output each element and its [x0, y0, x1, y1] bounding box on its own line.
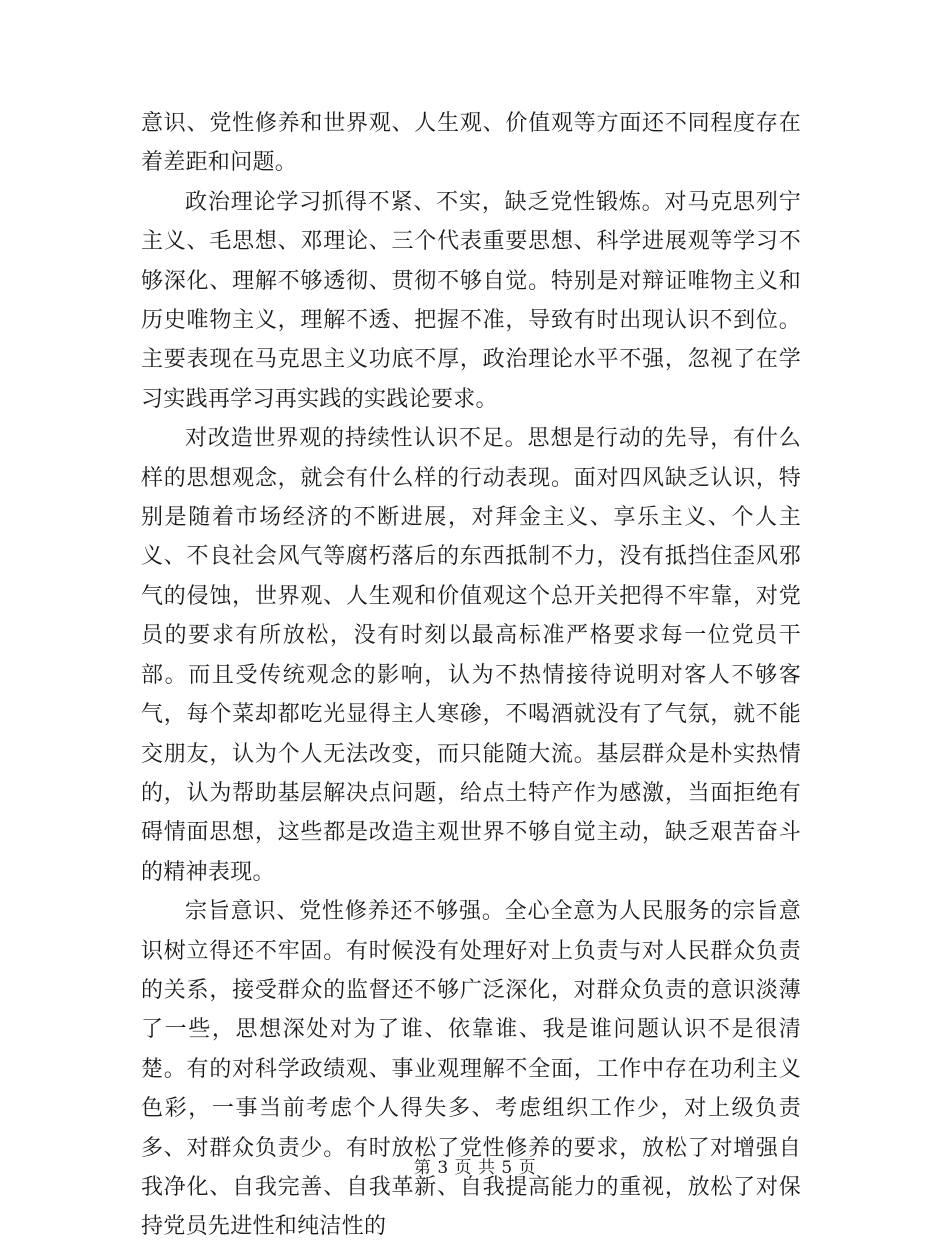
- paragraph-purpose-awareness: 宗旨意识、党性修养还不够强。全心全意为人民服务的宗旨意识树立得还不牢固。有时候没有处理好对上负责与对人民群众负责的关系，接受群众的监督还不够广泛深化，对群众负责的意识淡薄了一些，思想深处对为了谁、依靠谁、我是谁问题认识不是很清楚。有的对科学政绩观、事业观理解不全面，工作中存在功利主义色彩，一事当前考虑个人得失多、考虑组织工作少，对上级负责多、对群众负责少。有时放松了党性修养的要求，放松了对增强自我净化、自我完善、自我革新、自我提高能力的重视，放松了对保持党员先进性和纯洁性的: [141, 899, 801, 1240]
- paragraph-worldview: 对改造世界观的持续性认识不足。思想是行动的先导，有什么样的思想观念，就会有什么样的行动表现。面对四风缺乏认识，特别是随着市场经济的不断进展，对拜金主义、享乐主义、个人主义、不良社会风气等腐朽落后的东西抵制不力，没有抵挡住歪风邪气的侵蚀，世界观、人生观和价值观这个总开关把得不牢靠，对党员的要求有所放松，没有时刻以最高标准严格要求每一位党员干部。而且受传统观念的影响，认为不热情接待说明对客人不够客气，每个菜却都吃光显得主人寒碜，不喝酒就没有了气氛，就不能交朋友，认为个人无法改变，而只能随大流。基层群众是朴实热情的，认为帮助基层解决点问题，给点土特产作为感激，当面拒绝有碍情面思想，这些都是改造主观世界不够自觉主动，缺乏艰苦奋斗的精神表现。: [141, 426, 801, 885]
- paragraph-continuation: 意识、党性修养和世界观、人生观、价值观等方面还不同程度存在着差距和问题。: [141, 111, 801, 176]
- body-text: [141, 104, 801, 1247]
- page-number-footer: 第 3 页 共 5 页: [413, 1158, 537, 1178]
- paragraph-political-theory: 政治理论学习抓得不紧、不实，缺乏党性锻炼。对马克思列宁主义、毛思想、邓理论、三个代表重要思想、科学进展观等学习不够深化、理解不够透彻、贯彻不够自觉。特别是对辩证唯物主义和历史唯物主义，理解不透、把握不准，导致有时出现认识不到位。主要表现在马克思主义功底不厚，政治理论水平不强，忽视了在学习实践再学习再实践的实践论要求。: [141, 189, 801, 412]
